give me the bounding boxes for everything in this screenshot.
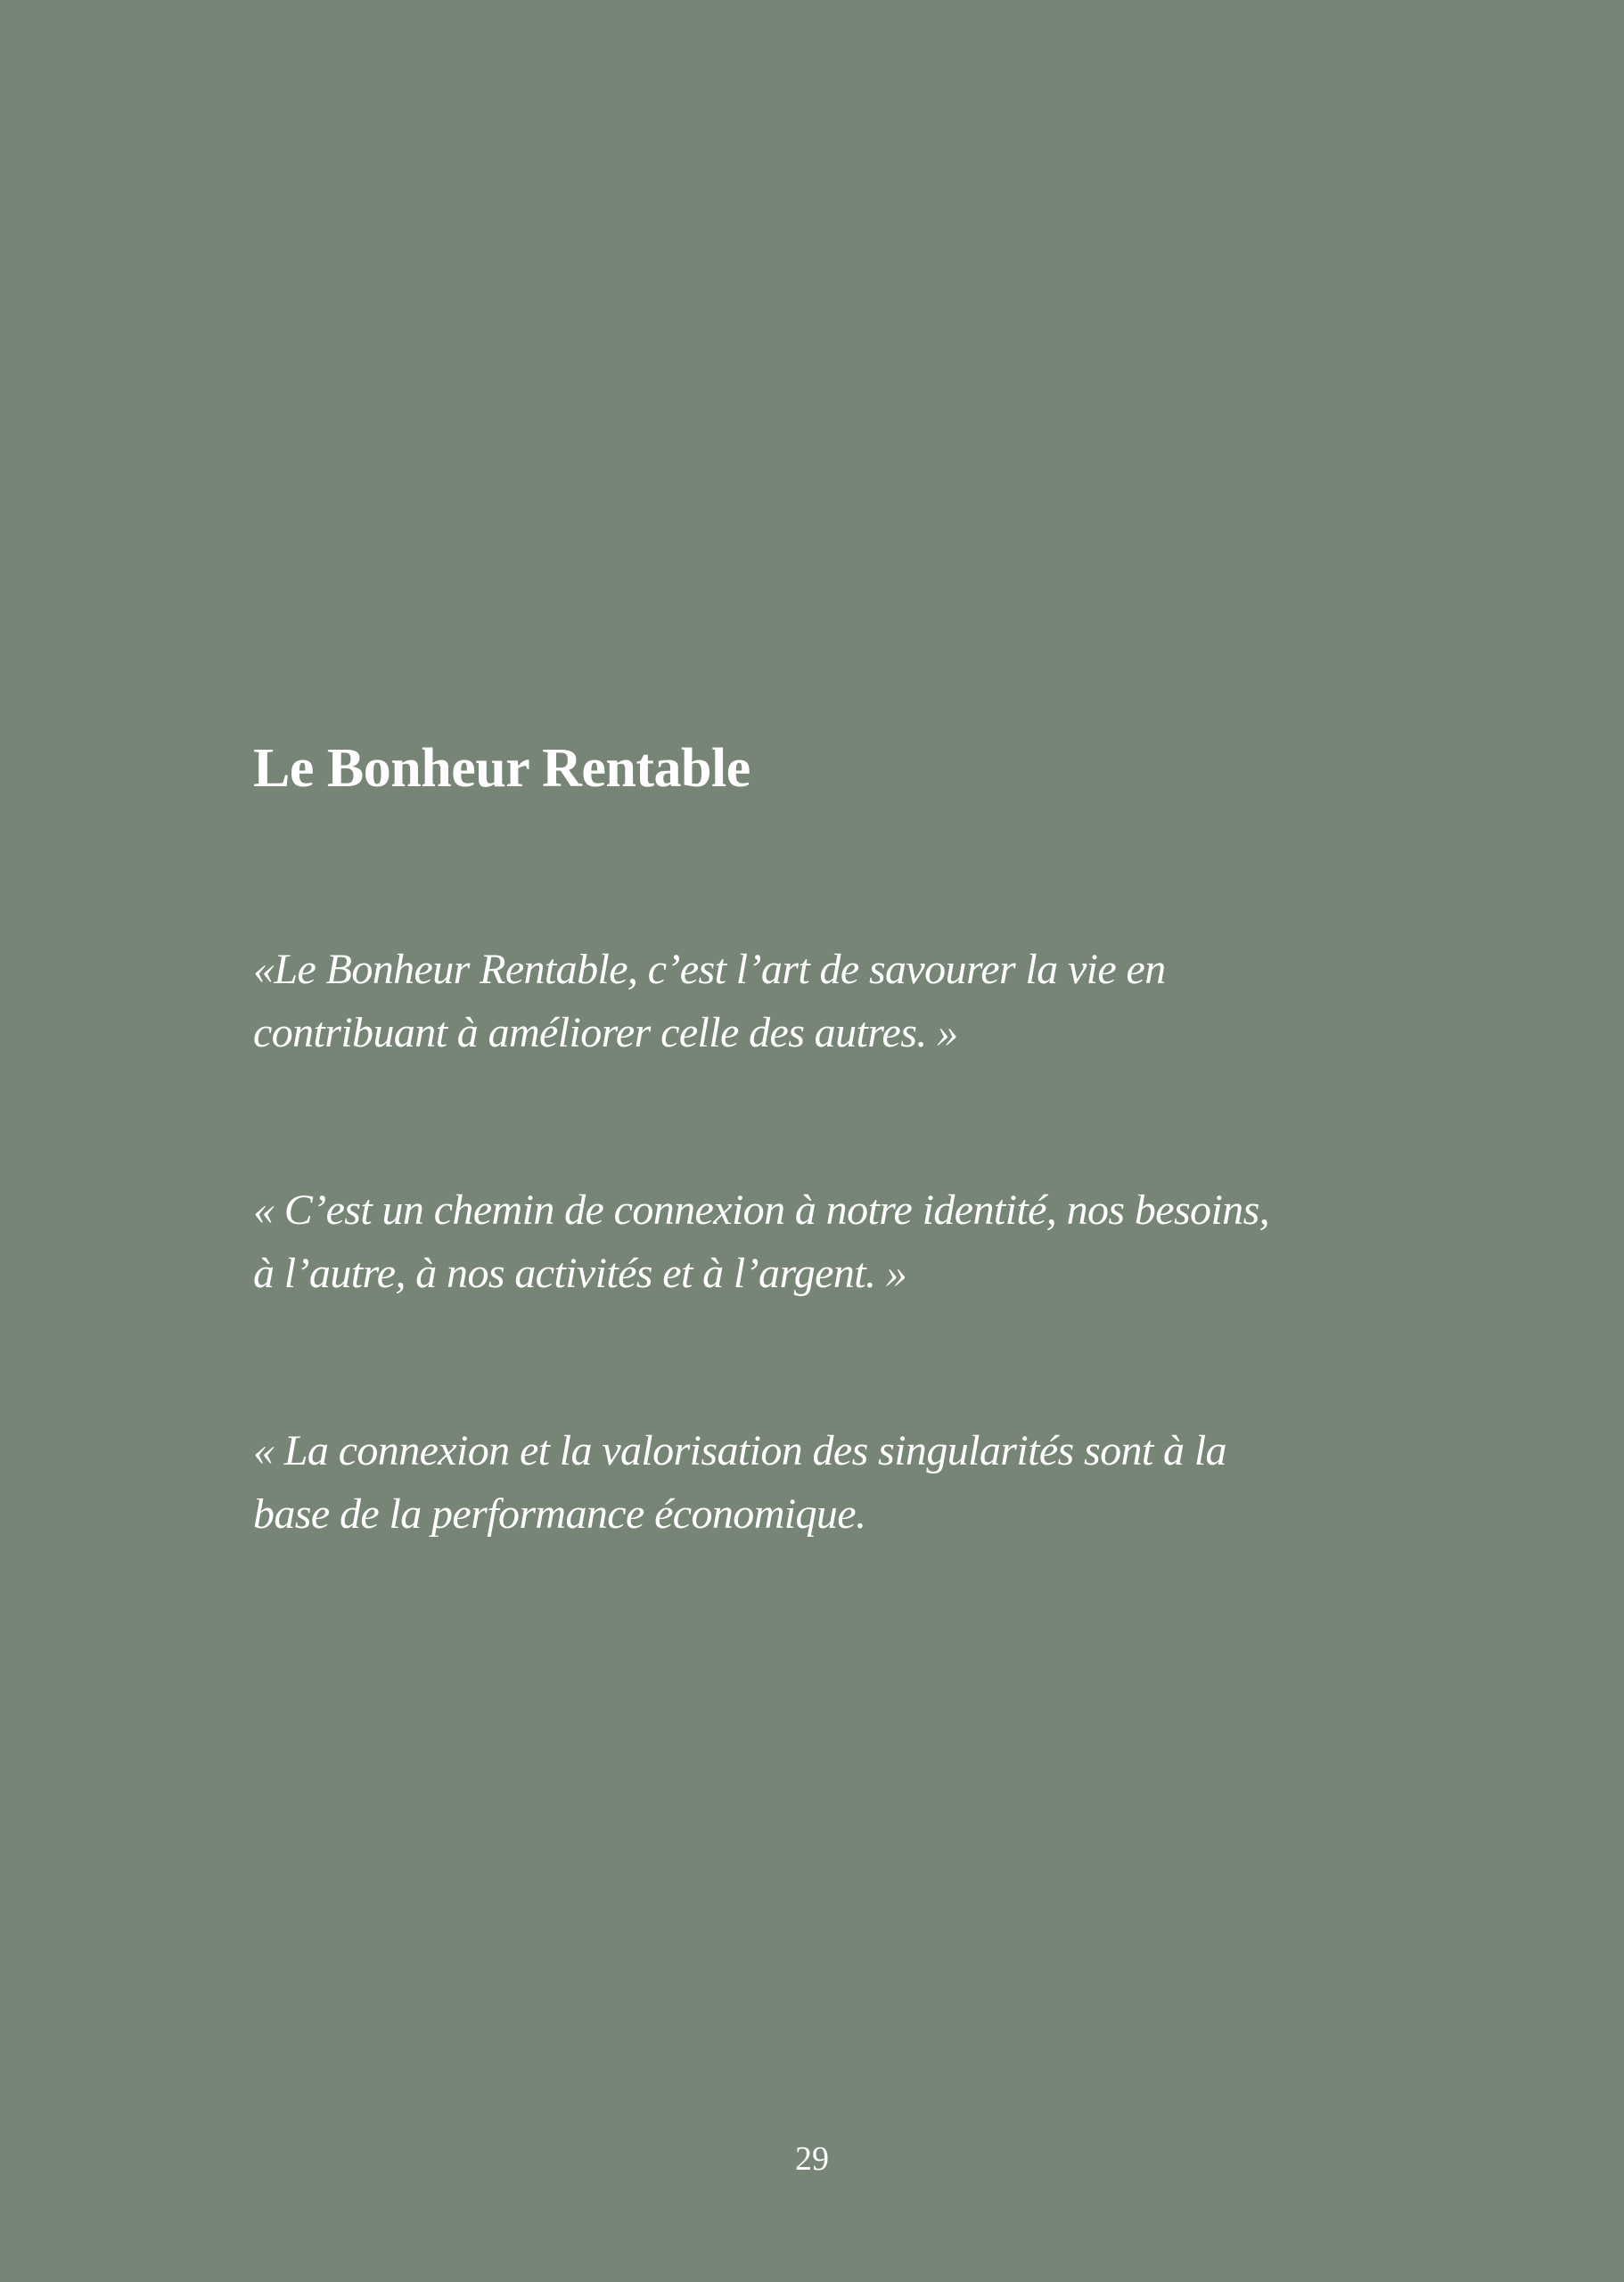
quote-3 xyxy=(253,1419,1323,1546)
quote-1-line-1: «Le Bonheur Rentable, c’est l’art de savourer la vie en xyxy=(253,946,1166,993)
quote-2 xyxy=(253,1178,1323,1305)
page-number: 29 xyxy=(795,2140,829,2178)
quote-3-line-2: base de la performance économique. xyxy=(253,1490,866,1538)
page-title: Le Bonheur Rentable xyxy=(253,738,750,799)
quote-1 xyxy=(253,938,1323,1064)
quote-2-line-1: « C’est un chemin de connexion à notre identité, nos besoins, xyxy=(253,1186,1270,1234)
quote-3-line-1: « La connexion et la valorisation des singularités sont à la xyxy=(253,1427,1226,1474)
quote-2-line-2: à l’autre, à nos activités et à l’argent. » xyxy=(253,1250,907,1297)
quote-1-line-2: contribuant à améliorer celle des autres. » xyxy=(253,1009,958,1056)
